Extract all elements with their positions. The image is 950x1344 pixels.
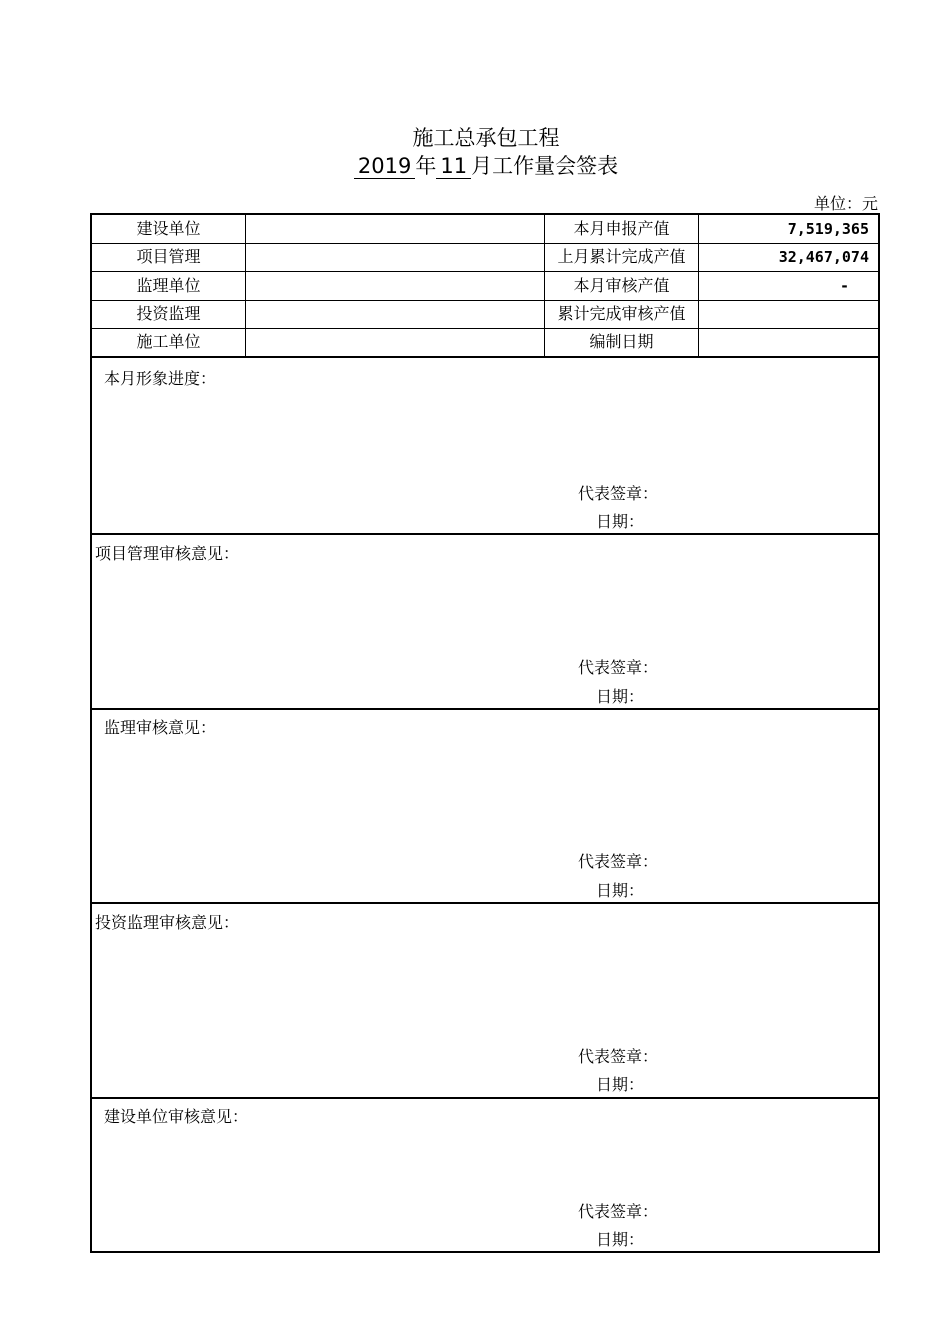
unit-label: 单位：元 xyxy=(813,194,878,213)
subtitle-rest: 月工作量会签表 xyxy=(471,154,619,178)
section-label-project-management-review: 项目管理审核意见： xyxy=(95,544,240,563)
month-value: 11 xyxy=(436,154,471,179)
signoff-form xyxy=(90,213,880,1253)
row-label-contractor: 施工单位 xyxy=(136,332,201,351)
cumulative-audited-output-value[interactable] xyxy=(699,300,869,328)
section-label-progress: 本月形象进度： xyxy=(104,369,217,388)
section-label-owner-review: 建设单位审核意见： xyxy=(104,1107,249,1126)
supervision-unit-value[interactable] xyxy=(250,272,540,300)
row-label-cumulative-audited-output: 累计完成审核产值 xyxy=(557,304,686,323)
row-label-monthly-declared-output: 本月申报产值 xyxy=(573,219,670,238)
construction-unit-value[interactable] xyxy=(250,215,540,243)
section-supervision-sign-label: 代表签章： xyxy=(578,852,659,871)
last-month-cumulative-output-value[interactable]: 32,467,074 xyxy=(778,248,869,266)
contractor-value[interactable] xyxy=(250,328,540,356)
row-label-compile-date: 编制日期 xyxy=(589,332,654,351)
compile-date-value[interactable] xyxy=(699,328,869,356)
year-suffix: 年 xyxy=(415,154,437,178)
section-pm-sign-label: 代表签章： xyxy=(578,658,659,677)
investment-supervision-value[interactable] xyxy=(250,300,540,328)
monthly-declared-output-value[interactable]: 7,519,365 xyxy=(787,220,869,238)
row-label-last-month-cumulative-output: 上月累计完成产值 xyxy=(557,247,686,266)
section-progress-date-label: 日期： xyxy=(596,512,645,531)
section-owner-sign-label: 代表签章： xyxy=(578,1202,659,1221)
row-label-investment-supervision: 投资监理 xyxy=(136,304,201,323)
section-investment-date-label: 日期： xyxy=(596,1075,645,1094)
row-label-project-management: 项目管理 xyxy=(136,247,201,266)
project-management-value[interactable] xyxy=(250,243,540,271)
section-label-investment-review: 投资监理审核意见： xyxy=(95,913,240,932)
row-label-monthly-audited-output: 本月审核产值 xyxy=(573,276,670,295)
section-label-supervision-review: 监理审核意见： xyxy=(104,718,217,737)
section-supervision-date-label: 日期： xyxy=(596,881,645,900)
row-label-construction-unit: 建设单位 xyxy=(136,219,201,238)
year-value: 2019 xyxy=(354,154,415,179)
row-label-supervision-unit: 监理单位 xyxy=(136,276,201,295)
section-owner-date-label: 日期： xyxy=(596,1230,645,1249)
monthly-audited-output-value[interactable]: - xyxy=(839,277,849,295)
section-pm-date-label: 日期： xyxy=(596,687,645,706)
page-subtitle xyxy=(0,152,950,180)
page-title: 施工总承包工程 xyxy=(412,126,560,150)
section-investment-sign-label: 代表签章： xyxy=(578,1047,659,1066)
section-progress-sign-label: 代表签章： xyxy=(578,484,659,503)
